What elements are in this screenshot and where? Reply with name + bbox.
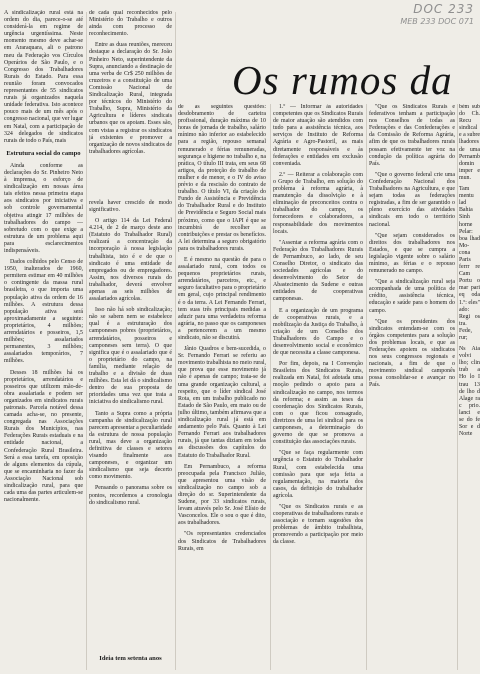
paragraph: Ns Aia volvi lho; clin trab a Ho lo I trau 13 de lho d Alage ra c prio. lanci e se do fe Sor e d Norte [459, 346, 480, 438]
paragraph: "Que os Sindicatos rurais e as cooperativas de trabalhadores rurais e associação e tornam sugestões dos problemas de âmbito trabalhista, promovendo a participação por meio da classe. [273, 503, 363, 546]
column-rule [457, 104, 458, 670]
paragraph: bém sub do Ch. Recu sindical e a subre lhadores de uma Pernamb domin imper e mun. [459, 104, 480, 181]
article-column-5 [369, 104, 455, 674]
paragraph: Tanto a Supra como a própria campanha de sindicalização rural parecem apresentar a peculiaridade da estrutura de nossa população rural, mas deve a organização definitiva de classes e setores visando finalmente aos camponeses, e organizar um sindicalismo que seja decerto como movimento. [89, 410, 172, 481]
paragraph: Ainda conforme as declarações do Sr. Pinheiro Neto à imprensa, o esforço de sindicalização em nossas área tais efeitos nessa primeira etapa aos sindicatos por iniciativa e sob controle governamental objetiva atingir 17 milhões de trabalhadores do campo — sobretudo com o que exige a estrutura de um problema aqui para esclarecimentos indispensáveis. [4, 162, 83, 254]
article-column-2 [89, 10, 172, 674]
paragraph: A sindicalização rural está na ordem do dia, parece-o-se até considerá-la em regime de urgência urgentíssima. Neste momento mesmo deve achar-se em Araraquara, ali o patrono meu da Federação vos Círculos Operários de São Paulo, e o Congresso dos Trabalhadores Rurais do Estado. Para essa reunião foram convocados representantes de 55 sindicatos rurais já organizados naquela unidade federativa. Isto acontece pouco mais de um mês após o congresso nacional, que ver lugar em Natal, com a participação de 324 delegados de sindicatos rurais de todo o País, mais [4, 10, 83, 144]
paragraph: "Que o governo federal crie uma Confederação Nacional dos Trabalhadores na Agricultura, e que sejam todas as federações registradas, a fim de ser garantido o pleno exercício das atividades sindicais em todo o território nacional. [369, 171, 455, 228]
paragraph: "Que os presidentes dos sindicatos entendam-se com os órgãos competentes para a solução dos problemas locais, e que as Federações apoiem os sindicatos nos seus congressos regionais e nacionais, a fim de que o movimento sindical camponês possa consolidar-se e avançar no País. [369, 318, 455, 389]
article-column-1 [4, 10, 83, 674]
paragraph: "Que a sindicalização rural seja acompanhada de uma política de crédito, assistência técnica, educação e saúde para o homem do campo. [369, 279, 455, 314]
paragraph: Entre as duas reuniões, mereceu destaque a declaração do Sr. João Pinheiro Neto, superintendente da Supra, anunciando a destinação de uma verba de Cr$ 250 milhões de cruzeiros e a constituição de uma Comissão Nacional de Sindicalização Rural, integrada por técnicos do Ministério do Trabalho, Supra, Ministério da Agricultura e líderes sindicais urbanos que os apoiam. Esses são, com vistas a registrar os sindicatos já existentes e promover a organização de novos sindicatos de trabalhadores agrícolas. [89, 42, 172, 155]
paragraph: E a organização de um programa de cooperativas rurais, e a mobilização da Justiça do Trabalho, à criação de um Conselho dos Trabalhadores do Campo e o desenvolvimento social e econômico de que necessita a classe camponesa. [273, 307, 363, 357]
paragraph: "Que se faça regularmente com urgência o Estatuto do Trabalhador Rural, com estabelecida uma comissão para que seja feita a regulamentação, na maioria dos casos, da definição do trabalhador agrícola. [273, 450, 363, 499]
subheading-ideia: Ideia tem setenta anos [99, 654, 162, 662]
article-column-3 [178, 104, 266, 674]
paragraph: Pensando o panorama sobre os pontos, recordemos a cronologia do sindicalismo rural. [89, 485, 172, 506]
headline: Os rumos da [232, 57, 453, 103]
paragraph: Dados colhidos pelo Censo de 1950, inalterados de 1960, permitem estimar em 40 milhões o contingente da massa rural brasileira, o que importa uma população ativa da ordem de 16 milhões. A estrutura dessa população ativa será aproximadamente a seguinte: proprietários, 4 milhões; arrendatários e posseiros, 1,5 milhões; assalariados permanentes, 3 milhões; assalariados temporários, 7 milhões. [4, 259, 83, 365]
paragraph: de as seguintes questões: desdobramento de carteira profissional, duração máxima de 10 horas de jornada de trabalho, salário mínimo não inferior ao estabelecido para a região, repouso semanal remunerado e férias remuneradas, segurança e higiene no trabalho e, na prática, O título III trata, em seus 68 artigos, da proteção do trabalho de mulher e de menor, e o IV do aviso prévio e da rescisão do contrato de trabalho. O título VI, da criação do Fundo de Assistência e Previdência do Trabalhador Rural e do Instituto de Previdência e Seguro Social mais próximo, como que o IAPI é que se incumbirá de recolher as contribuições e prestar os benefícios. A lei determina a seguro obrigatório para os trabalhadores rurais. [178, 104, 266, 252]
subheading-estrutura: Estrutura social do campo [6, 149, 81, 157]
paragraph: Em Pernambuco, a reforma preocupada pela Francisco Julião, que apresentou uma visão de sindicalização no campo sob a direção do sr. Superintendente da Sudene, por 33 sindicatos rurais, levam através pelo Sr. José Elísio de Vasconcelos. Ele o sou o que é dito, aos trabalhadores. [178, 463, 266, 527]
column-rule [175, 12, 176, 670]
paragraph: Tam mentu lad Bahia Sinh horne Pelar: boa lhad Mo-cona Paris ferrr re Cam Portu o mar pari eq oda 1.º: eles" ado: Regi os tra. Fede, rur; [459, 186, 480, 341]
paragraph: O artigo 114 da Lei Federal 4.214, de 2 de março deste ano (Estatuto do Trabalhador Rural) realizará a concentração da incorporação à nossa legislação trabalhista, isto é e de que o sindicato é uma entidade de empregados ou de empregadores. Assim, nos diversos rurais do trabalhador, deverá envolver apenas as seis milhões de assalariados agrícolas. [89, 218, 172, 303]
paragraph: Jânio Quadros e bem-sucedida, o Sr. Fernando Ferrari se referiu ao movimento trabalhista no meio rural, que prova que esse movimento já não é apenas de campo; trata-se de uma grande organização cultural, a respeito, que o líder sindical José Rota, em um trabalho publicado no Estado de São Paulo, em maio ou de julho último, também afirmava que a sindicalização rural já está em andamento pelo País. Quanto à Lei Fernando Ferrari aos trabalhadores rurais, já que tantas diziam em todas as discussões dos capítulos do Estatuto do Trabalhador Rural. [178, 346, 266, 459]
stamp-ref: MEB 233 DOC 071 [400, 17, 474, 26]
column-rule [366, 104, 367, 670]
paragraph: Isso não há sob sindicalização; não se sabem nem se estabelece qual é a estruturação dos camponeses pobres (proprietários, arrendatários, posseiros e camponeses sem terra). O que significa que é o assalariado que é o proprietário do campo, na família, mediante relação de trabalho e a divisão de duas milhões. Esta lei dá o sindicalismo dentro de sua proposta de prioridades uma vez que trata a iniciativa do sindicalismo rural. [89, 307, 172, 406]
column-rule [270, 104, 271, 670]
paragraph: Desses 18 milhões há os proprietários, arrendatários e posseiros que utilizem mão-de-obra assalariada e podem ser organizados em sindicatos rurais patronais. Parcela notável dessa camada acha-se, no presente, congregada nas Associações Rurais dos Municípios, nas Federações Rurais estaduais e na entidade nacional, a Confederação Rural Brasileira. Será a essa tarefa, em oposição de alguns elementos da cúpula, que se encaminharia no fazer da Associação Nacional sob sindicalização rural, para que cada uma das partes articulem-se nacionalmente. [4, 369, 83, 504]
article-column-4 [273, 104, 363, 674]
paragraph: Por fim, depois, na I Convenção Brasileira dos Sindicatos Rurais, realizada em Natal, foi adotada uma moção pedindo o apoio para a sindicalização no campo, nos termos da reforma; e assim as teses da coordenação dos Sindicatos Rurais, com o que ficou consagrado, diretrizes de uma lei sindical para os camponeses, a determinação do governo de que se promova a constituição das associações rurais. [273, 361, 363, 446]
paragraph: "Que sejam considerados os direitos dos trabalhadores nos Estados, e que se cumpra a legislação vigente sobre o salário mínimo, as férias e o repouso remunerado no campo. [369, 232, 455, 275]
paragraph: "Os representantes credenciados dos Sindicatos de Trabalhadores Rurais, em [178, 531, 266, 552]
paragraph: E é mesmo na questão de para o assalariado rural, com todos os pequenos proprietários rurais, arrendatários, parceiros, etc., e seguro facultativo para o proprietário em geral, cujo principal rendimento é o da terra. A Lei Fernando Ferrari, tem suas três principais medidas a aduzir para uma verdadeira reforma agrária, no passo que os camponeses a pertencerem a um mesmo sindicato, não se discutirá. [178, 256, 266, 341]
paragraph: "Assentar a reforma agrária com o Federação dos Trabalhadores Rurais de Pernambuco, ao lado, de seu Conselho Diretor, o sindicato das sociedades agrícolas e do desenvolvimento do Setor de Abastecimento da Sudene e outras entidades de cooperativas camponesas. [273, 239, 363, 303]
paragraph: "Que os Sindicatos Rurais e federativos tenham a participação nos Conselhos de todas as Federações e das Confederações e da Comissão de Reforma Agrária, afim de que os trabalhadores rurais possam efetivamente ter voz na condução da política agrária do País. [369, 104, 455, 167]
stamp-code: DOC 233 [413, 2, 474, 16]
column-rule [86, 12, 87, 670]
archive-stamp [356, 2, 474, 26]
article-column-6-cropped [459, 104, 480, 674]
paragraph: 1.º — Informar às autoridades competentes que os Sindicatos Rurais de maior atuação são atendidos com tudo para a assistência técnica, aos serviços de Instituto de Reforma Agrária e Agro-Pastoril, as mais diretamente responsáveis e às federações e entidades em exclusão conveniada. [273, 104, 363, 167]
spacer [89, 160, 172, 200]
paragraph: 2.º — Reiterar a colaboração com o Grupo de Trabalho, em solução do problema à reforma agrária, à manutenção da dissolvição e à eliminação de preconceitos contra o trabalhador do campo, os fornecedores e colaboradores, a responsabilidade dos movimentos locais. [273, 171, 363, 235]
paragraph: de cada qual reconhecidos pelo Ministério do Trabalho e outros ainda com processo de reconhecimento. [89, 10, 172, 38]
paragraph: revela haver crescido de modo significativo. [89, 199, 172, 213]
